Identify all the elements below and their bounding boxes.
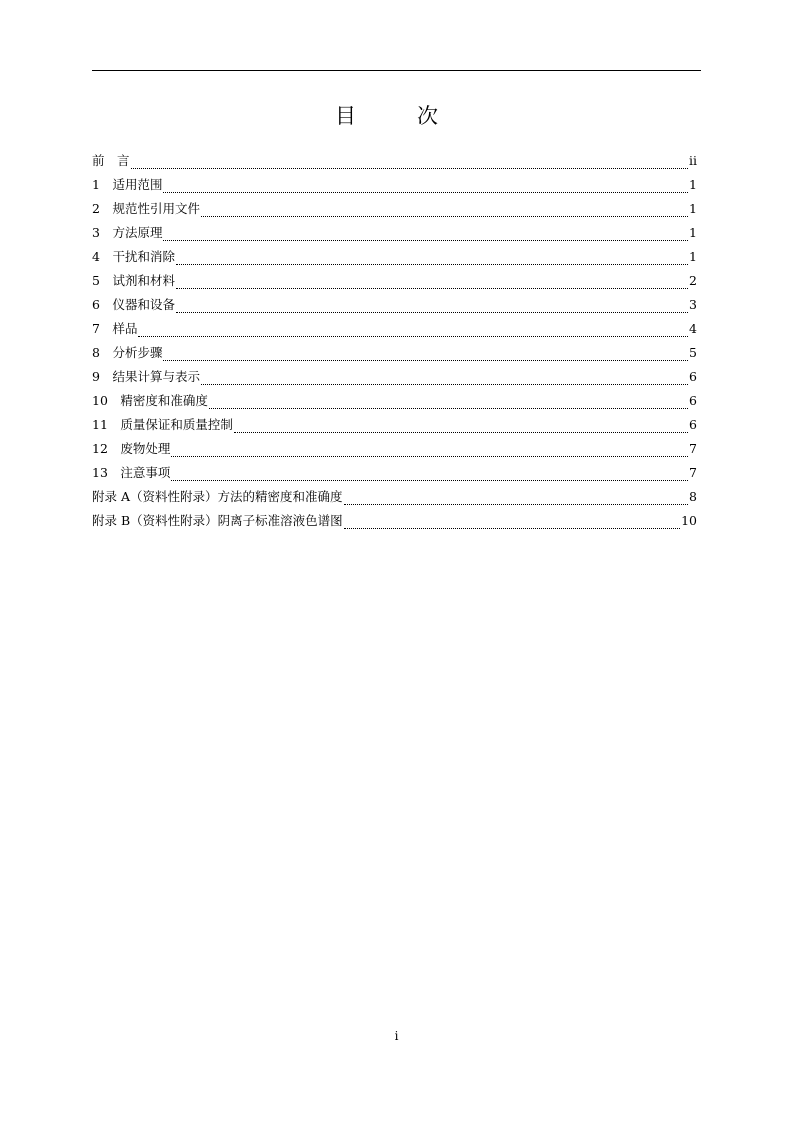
- toc-entry-label: 9 结果计算与表示: [92, 369, 200, 384]
- toc-entry-13[interactable]: [92, 461, 697, 485]
- toc-entry-7[interactable]: [92, 317, 697, 341]
- toc-entry-10[interactable]: [92, 389, 697, 413]
- toc-dot-leader: [209, 392, 688, 409]
- toc-entry-label: 13 注意事项: [92, 465, 171, 480]
- toc-dot-leader: [344, 488, 689, 505]
- toc-entry-page: 5: [689, 345, 697, 360]
- toc-entry-appendix-a[interactable]: [92, 485, 697, 509]
- toc-entry-page: 1: [689, 201, 697, 216]
- toc-entry-11[interactable]: [92, 413, 697, 437]
- toc-entry-6[interactable]: [92, 293, 697, 317]
- toc-entry-page: 2: [689, 273, 697, 288]
- toc-dot-leader: [163, 344, 688, 361]
- footer-page-number: i: [394, 1029, 399, 1043]
- toc-dot-leader: [201, 368, 688, 385]
- toc-entry-page: 1: [689, 249, 697, 264]
- page-title: 目 次: [335, 104, 458, 128]
- toc-entry-label: 12 废物处理: [92, 441, 171, 456]
- toc-entry-9[interactable]: [92, 365, 697, 389]
- toc-entry-label: 前 言: [92, 153, 130, 168]
- toc-entry-label: 1 适用范围: [92, 177, 163, 192]
- toc-entry-label: 附录 A（资料性附录）方法的精密度和准确度: [92, 489, 343, 504]
- toc-dot-leader: [344, 512, 680, 529]
- toc-entry-label: 7 样品: [92, 321, 138, 336]
- toc-entry-page: 6: [689, 393, 697, 408]
- toc-dot-leader: [176, 248, 688, 265]
- toc-entry-page: 1: [689, 177, 697, 192]
- toc-entry-label: 附录 B（资料性附录）阴离子标准溶液色谱图: [92, 513, 343, 528]
- toc-entry-page: 6: [689, 369, 697, 384]
- toc-entry-label: 5 试剂和材料: [92, 273, 175, 288]
- toc-dot-leader: [201, 200, 688, 217]
- toc-entry-label: 11 质量保证和质量控制: [92, 417, 233, 432]
- toc-entry-page: 6: [689, 417, 697, 432]
- toc-entry-3[interactable]: [92, 221, 697, 245]
- toc-dot-leader: [131, 152, 688, 169]
- toc-entry-2[interactable]: [92, 197, 697, 221]
- toc-dot-leader: [234, 416, 688, 433]
- toc-dot-leader: [171, 440, 688, 457]
- toc-entry-page: 8: [689, 489, 697, 504]
- toc-entry-label: 3 方法原理: [92, 225, 163, 240]
- toc-entry-page: 7: [689, 465, 697, 480]
- toc-entry-8[interactable]: [92, 341, 697, 365]
- toc-entry-page: ii: [689, 153, 697, 168]
- toc-dot-leader: [176, 296, 688, 313]
- toc-entry-page: 3: [689, 297, 697, 312]
- toc-entry-appendix-b[interactable]: [92, 509, 697, 533]
- toc-entry-page: 4: [689, 321, 697, 336]
- toc-dot-leader: [163, 176, 688, 193]
- toc-entry-label: 8 分析步骤: [92, 345, 163, 360]
- toc-entry-4[interactable]: [92, 245, 697, 269]
- toc-entry-label: 4 干扰和消除: [92, 249, 175, 264]
- toc-entry-label: 6 仪器和设备: [92, 297, 175, 312]
- table-of-contents: [92, 149, 697, 533]
- toc-entry-foreword[interactable]: [92, 149, 697, 173]
- toc-entry-page: 7: [689, 441, 697, 456]
- toc-dot-leader: [163, 224, 688, 241]
- toc-entry-label: 10 精密度和准确度: [92, 393, 208, 408]
- toc-entry-12[interactable]: [92, 437, 697, 461]
- toc-dot-leader: [138, 320, 688, 337]
- toc-entry-page: 10: [681, 513, 697, 528]
- toc-entry-page: 1: [689, 225, 697, 240]
- header-rule: [92, 70, 701, 71]
- toc-entry-5[interactable]: [92, 269, 697, 293]
- toc-dot-leader: [176, 272, 688, 289]
- toc-entry-1[interactable]: [92, 173, 697, 197]
- toc-entry-label: 2 规范性引用文件: [92, 201, 200, 216]
- toc-dot-leader: [171, 464, 688, 481]
